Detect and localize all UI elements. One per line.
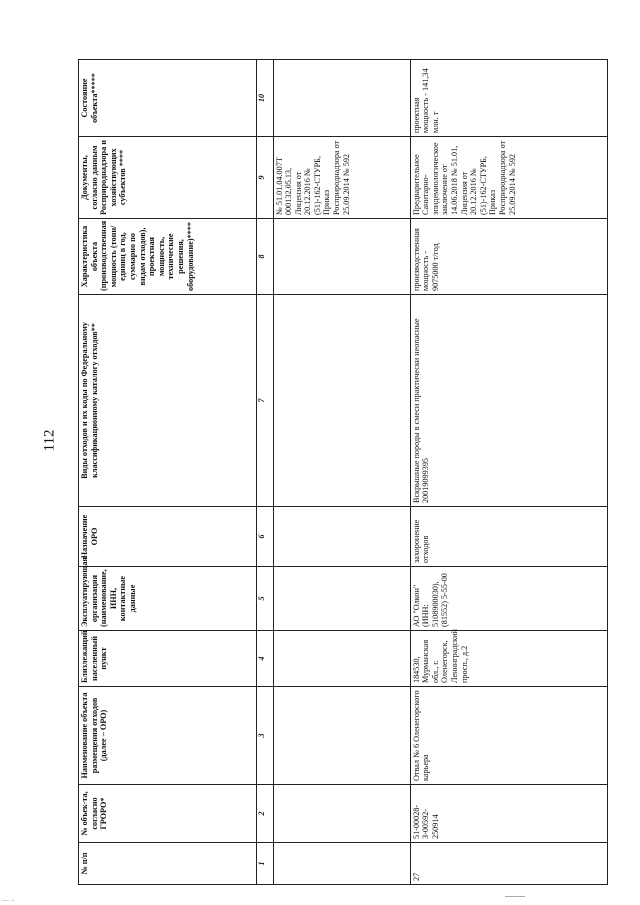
cell-settlement [273,631,410,687]
table-header-row [79,60,257,885]
cell-purpose: захоронение отходов [410,507,607,567]
cell-groro-number: 51-00028-З-00592-250914 [410,785,607,843]
column-number: 8 [256,219,273,295]
cell-number: 27 [410,843,607,885]
cell-operator: АО "Олкон" (ИНН: 5108900030), (81552) 5-55-00 [410,567,607,631]
cell-operator [273,567,410,631]
waste-objects-table [78,59,608,885]
scan-line [505,896,525,897]
column-number: 4 [256,631,273,687]
cell-number [273,843,410,885]
header-cell: Состояние объекта***** [79,60,257,137]
column-number: 10 [256,60,273,137]
table-row [273,60,410,885]
header-cell: Наименование объекта размещения отходов (далее – ОРО) [79,687,257,785]
header-cell: Характеристика объекта (производственная мощность (тонн/единиц в год, суммарно по видам отходов), проектная мощность, технические решения, оборудование)**** [79,219,257,295]
cell-waste-types: Вскрышные породы в смеси практически неопасные 20019099395 [410,295,607,507]
document-table-area [78,60,640,881]
cell-characteristics: производственная мощность - 9075000 т/год [410,219,607,295]
column-number: 5 [256,567,273,631]
cell-purpose [273,507,410,567]
table-row [410,60,607,885]
page-number: 112 [41,429,58,452]
header-cell: № п/п [79,843,257,885]
column-number: 7 [256,295,273,507]
cell-documents: № 51.01.04.007Т 000132.05.13, Лицензия от 20.12.2016 № (51)-162-СТУРБ, Приказ Росприроднадзора от 25.09.2014 № 592 [273,137,410,219]
cell-characteristics [273,219,410,295]
cell-settlement: 184530, Мурманская обл., г. Оленегорск, Ленинградский просп., д.2 [410,631,607,687]
column-number: 2 [256,785,273,843]
column-number: 9 [256,137,273,219]
header-cell: Эксплуатирующая организация (наименование, ИНН, контактные данные [79,567,257,631]
header-cell: Близлежащий населенный пункт [79,631,257,687]
header-cell: Виды отходов и их коды по Федеральному классификационному каталогу отходов** [79,295,257,507]
column-number-row [256,60,273,885]
cell-groro-number [273,785,410,843]
column-number: 6 [256,507,273,567]
header-cell: Документы, согласно данным Росприроднадзора и хозяйствующих субъектов **** [79,137,257,219]
header-cell: № объек-та, согласно ГРОРО* [79,785,257,843]
cell-documents: Предварительное Санитарно-эпидемиологическое заключение от 14.06.2018 № 51.01, Лицензия от 20.12.2016 № (51)-162-СТУРБ, Приказ Росприроднадзора от 25.09.2014 № 592 [410,137,607,219]
cell-waste-types [273,295,410,507]
column-number: 3 [256,687,273,785]
cell-state [273,60,410,137]
header-cell: Назначение ОРО [79,507,257,567]
cell-object-name [273,687,410,785]
cell-object-name: Отвал № 6 Оленегорского карьера [410,687,607,785]
column-number: 1 [256,843,273,885]
cell-state: проектная мощность - 141,34 млн. т [410,60,607,137]
scan-mark: — – [2,896,15,904]
